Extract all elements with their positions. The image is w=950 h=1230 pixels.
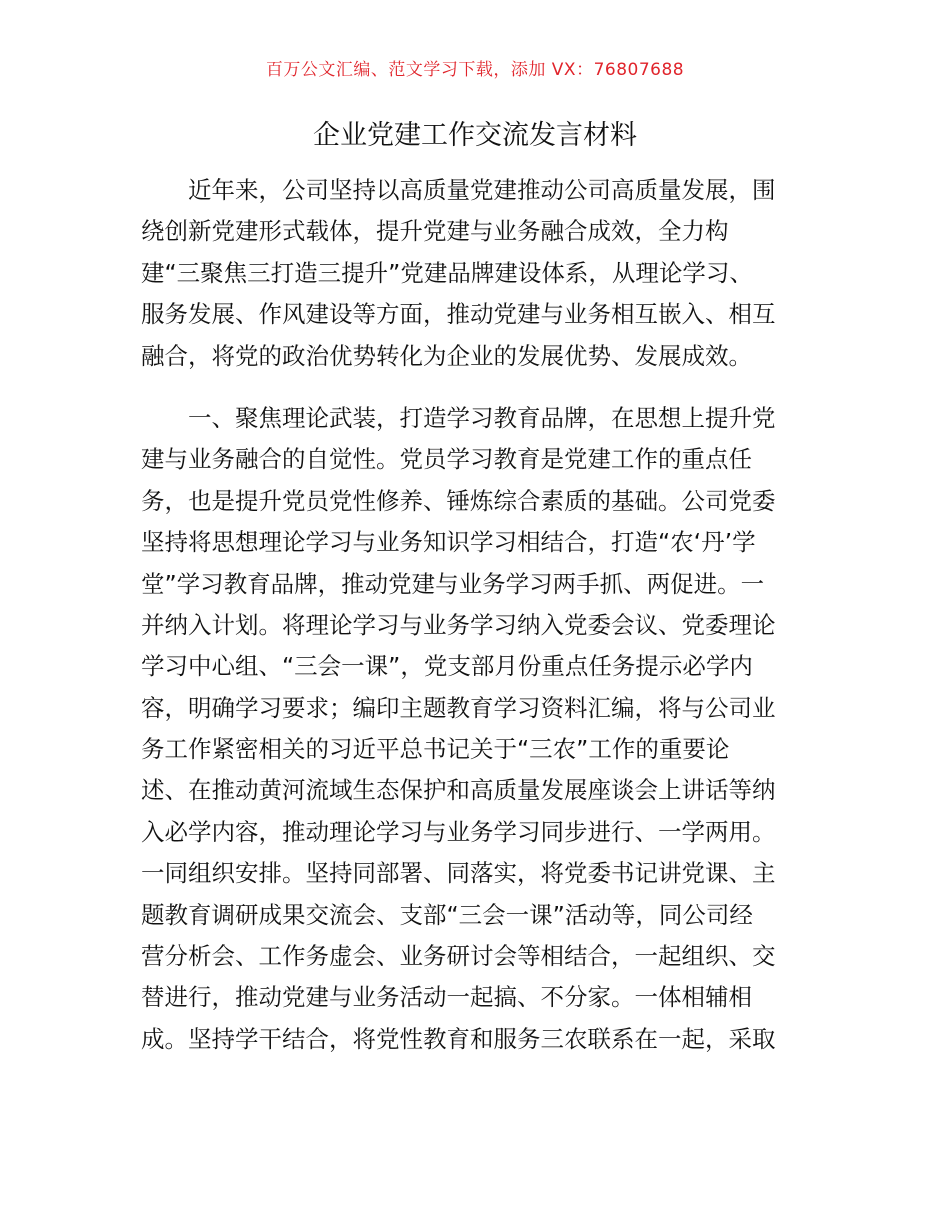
text-line: 堂”学习教育品牌，推动党建与业务学习两手抓、两促进。一 xyxy=(141,569,765,598)
text-line: 融合，将党的政治优势转化为企业的发展优势、发展成效。 xyxy=(141,341,752,370)
text-line: 近年来，公司坚持以高质量党建推动公司高质量发展，围 xyxy=(188,176,776,204)
text-line: 成。坚持学干结合，将党性教育和服务三农联系在一起，采取 xyxy=(141,1024,776,1053)
text-line: 建与业务融合的自觉性。党员学习教育是党建工作的重点任 xyxy=(141,445,752,474)
text-line: 营分析会、工作务虚会、业务研讨会等相结合，一起组织、交 xyxy=(141,942,776,971)
text-line: 务，也是提升党员党性修养、锤炼综合素质的基础。公司党委 xyxy=(141,486,776,515)
text-line: 务工作紧密相关的习近平总书记关于“三农”工作的重要论 xyxy=(141,735,730,764)
text-line: 题教育调研成果交流会、支部“三会一课”活动等，同公司经 xyxy=(141,900,753,929)
text-line: 绕创新党建形式载体，提升党建与业务融合成效，全力构 xyxy=(141,217,729,246)
text-line: 服务发展、作风建设等方面，推动党建与业务相互嵌入、相互 xyxy=(141,300,776,329)
text-line: 述、在推动黄河流域生态保护和高质量发展座谈会上讲话等纳 xyxy=(141,776,776,805)
text-line: 容，明确学习要求；编印主题教育学习资料汇编，将与公司业 xyxy=(141,693,776,722)
text-line: 一同组织安排。坚持同部署、同落实，将党委书记讲党课、主 xyxy=(141,859,776,888)
paragraph-section-one xyxy=(141,398,811,1060)
text-line: 入必学内容，推动理论学习与业务学习同步进行、一学两用。 xyxy=(141,817,776,846)
text-line: 坚持将思想理论学习与业务知识学习相结合，打造“农‘丹’学 xyxy=(141,528,756,557)
document-body xyxy=(141,170,811,1060)
paragraph-intro xyxy=(141,170,811,377)
document-title: 企业党建工作交流发言材料 xyxy=(313,120,637,151)
text-line: 学习中心组、“三会一课”，党支部月份重点任务提示必学内 xyxy=(141,652,753,681)
watermark-header: 百万公文汇编、范文学习下载，添加 VX：76807688 xyxy=(265,60,685,80)
text-line: 建“三聚焦三打造三提升”党建品牌建设体系，从理论学习、 xyxy=(141,258,753,287)
text-line: 替进行，推动党建与业务活动一起搞、不分家。一体相辅相 xyxy=(141,983,752,1012)
text-line: 一、聚焦理论武装，打造学习教育品牌，在思想上提升党 xyxy=(188,403,776,432)
text-line: 并纳入计划。将理论学习与业务学习纳入党委会议、党委理论 xyxy=(141,610,776,639)
